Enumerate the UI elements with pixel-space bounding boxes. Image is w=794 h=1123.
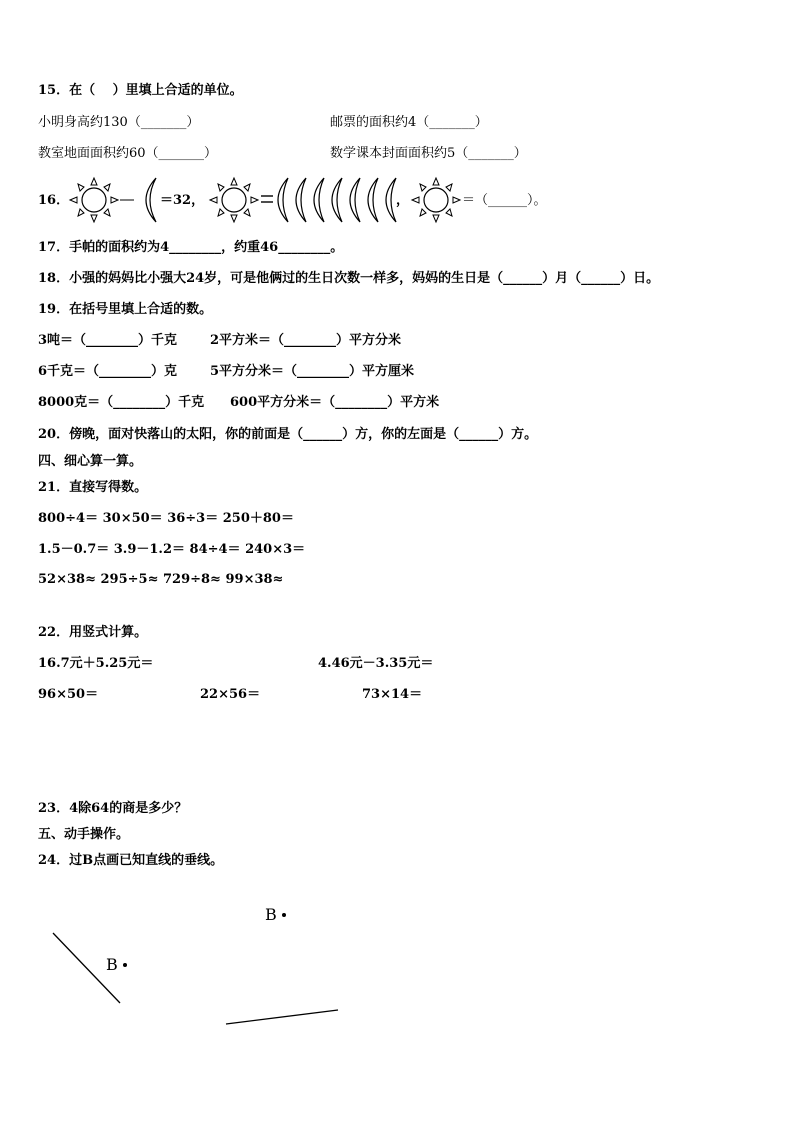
q19-r2-b: 5平方分米＝（________）平方厘米 xyxy=(210,364,415,379)
q19-r2-a: 6千克＝（________）克 xyxy=(38,364,178,379)
q21-row-1: 800÷4＝ 30×50＝ 36÷3＝ 250＋80＝ xyxy=(38,511,294,526)
q17: 17．手帕的面积约为4________，约重46________。 xyxy=(38,240,344,255)
q15-item-1: 小明身高约130（_______） xyxy=(38,115,200,130)
slanted-line xyxy=(50,930,125,1008)
q22-b: 4.46元－3.35元＝ xyxy=(318,656,434,671)
q21-row-3: 52×38≈ 295÷5≈ 729÷8≈ 99×38≈ xyxy=(38,572,284,587)
q19-r3-b: 600平方分米＝（________）平方米 xyxy=(230,395,440,410)
q20: 20．傍晚，面对快落山的太阳，你的前面是（______）方，你的左面是（______）方。 xyxy=(38,427,538,442)
q19-r1-a: 3吨＝（________）千克 xyxy=(38,333,178,348)
q22-d: 22×56＝ xyxy=(200,687,261,702)
q21-row-2: 1.5－0.7＝ 3.9－1.2＝ 84÷4＝ 240×3＝ xyxy=(38,542,306,557)
point-b-label-2: B xyxy=(106,955,118,974)
q19-r1-b: 2平方米＝（________）平方分米 xyxy=(210,333,402,348)
point-b-label-1: B xyxy=(265,905,277,924)
q15-item-2: 邮票的面积约4（_______） xyxy=(330,115,488,130)
q18: 18．小强的妈妈比小强大24岁，可是他俩过的生日次数一样多，妈妈的生日是（______）月（______）日。 xyxy=(38,271,660,286)
sun-icon xyxy=(208,176,260,224)
section-4-heading: 四、细心算一算。 xyxy=(38,454,143,469)
q19-title: 19．在括号里填上合适的数。 xyxy=(38,302,213,317)
q15-title: 15．在（ ）里填上合适的单位。 xyxy=(38,83,243,98)
q16-comma: ， xyxy=(396,193,410,208)
q22-a: 16.7元＋5.25元＝ xyxy=(38,656,154,671)
moons-group-icon xyxy=(274,176,398,224)
sun-icon xyxy=(410,176,462,224)
q23: 23．4除64的商是多少？ xyxy=(38,801,188,816)
point-b-dot-1 xyxy=(280,911,288,919)
q21-title: 21．直接写得数。 xyxy=(38,480,148,495)
q22-c: 96×50＝ xyxy=(38,687,99,702)
moon-icon xyxy=(132,176,162,224)
equals-sign xyxy=(260,192,274,206)
bottom-line xyxy=(224,1006,342,1028)
q15-item-3: 教室地面面积约60（_______） xyxy=(38,146,218,161)
q22-title: 22．用竖式计算。 xyxy=(38,625,148,640)
q16-answer-blank: ＝（______）。 xyxy=(462,193,547,208)
q16-number: 16． xyxy=(38,193,70,208)
q15-item-4: 数学课本封面面积约5（_______） xyxy=(330,146,527,161)
q24-title: 24．过B点画已知直线的垂线。 xyxy=(38,853,224,868)
q22-e: 73×14＝ xyxy=(362,687,423,702)
q19-r3-a: 8000克＝（________）千克 xyxy=(38,395,205,410)
section-5-heading: 五、动手操作。 xyxy=(38,827,130,842)
q16-eq1: ＝32， xyxy=(160,193,205,208)
sun-icon xyxy=(68,176,120,224)
